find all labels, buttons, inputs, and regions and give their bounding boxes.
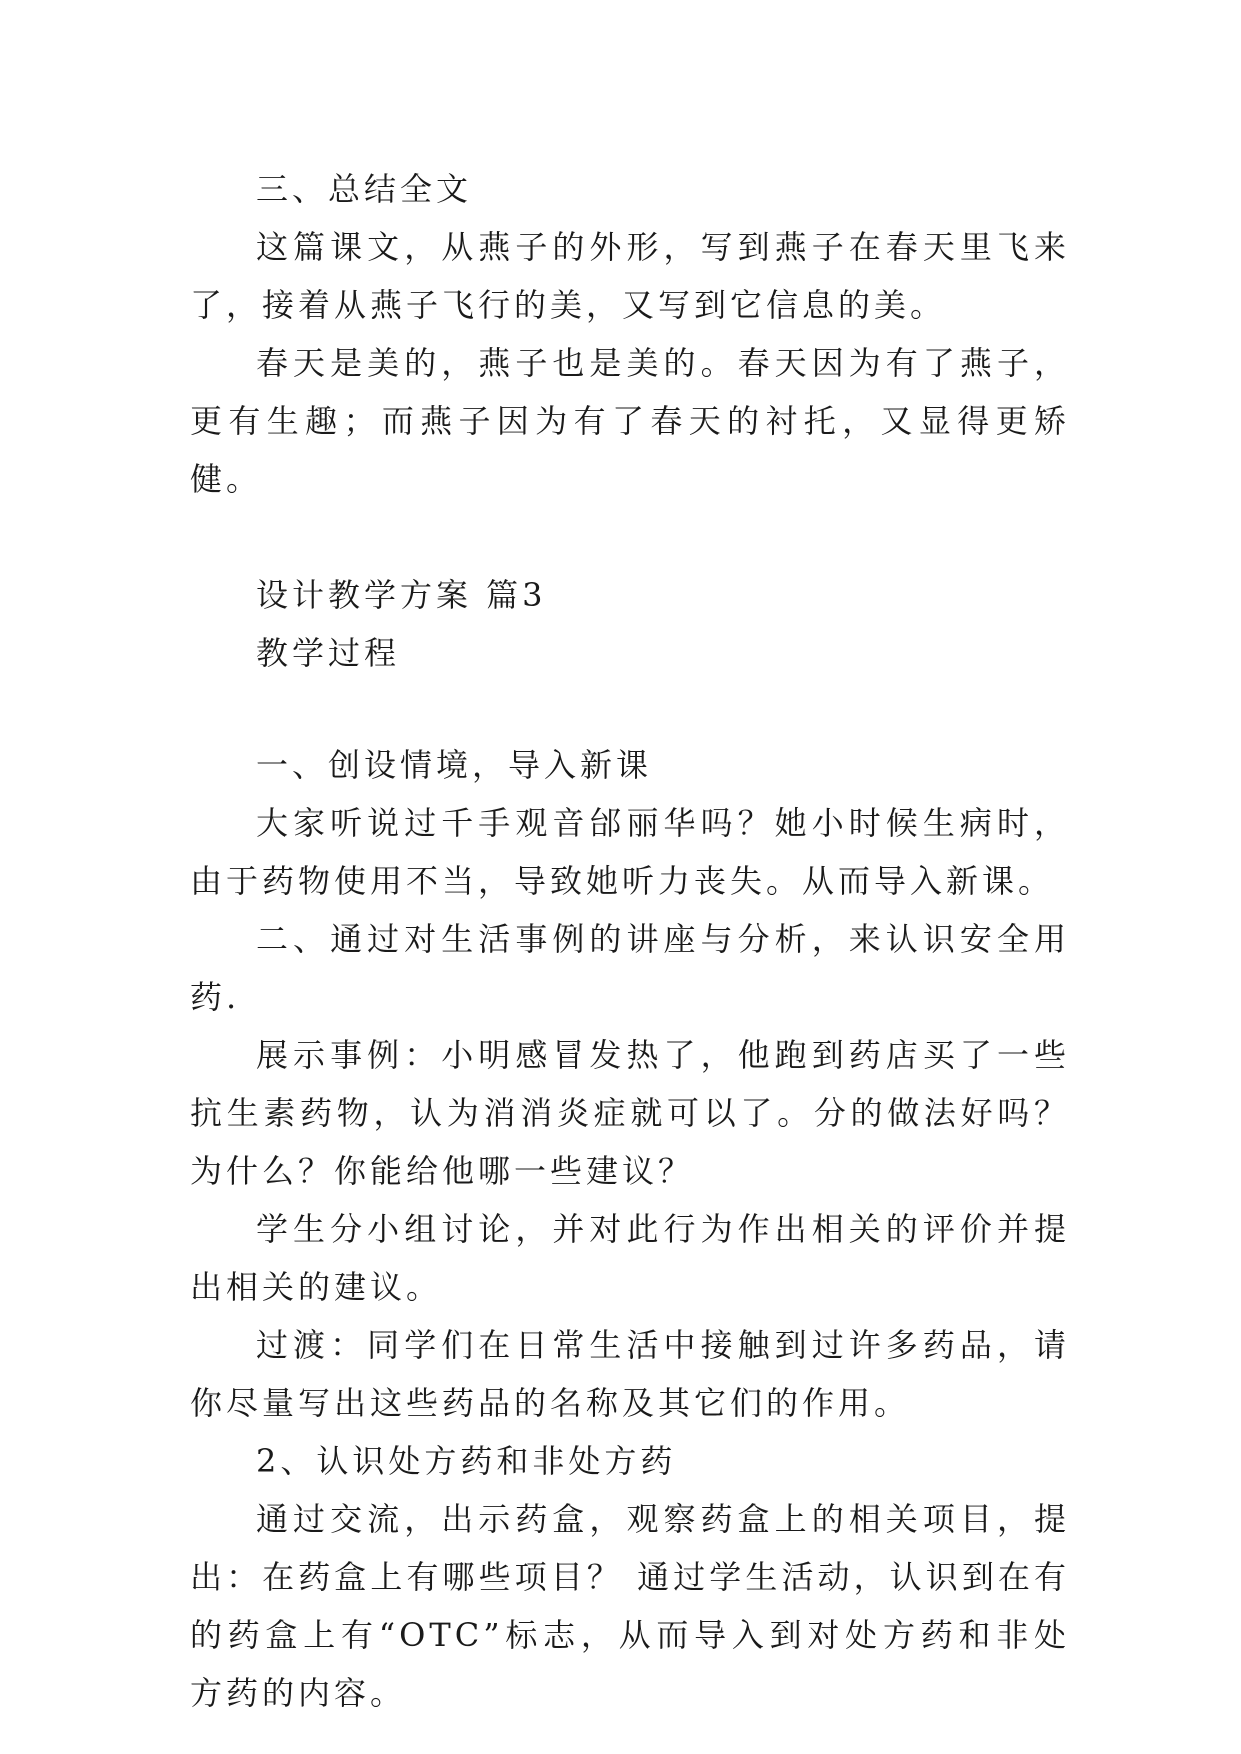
section-heading-summary: 三、总结全文 bbox=[256, 170, 473, 208]
section-heading-analysis: 二、通过对生活事例的讲座与分析，来认识安全用药. bbox=[190, 920, 1070, 1016]
paragraph: 大家听说过千手观音邰丽华吗？她小时候生病时，由于药物使用不当，导致她听力丧失。从而导入新课。 bbox=[190, 804, 1070, 900]
paragraph: 这篇课文，从燕子的外形，写到燕子在春天里飞来了，接着从燕子飞行的美，又写到它信息的美。 bbox=[190, 228, 1070, 324]
section-heading-intro: 一、创设情境，导入新课 bbox=[256, 746, 653, 784]
document-title: 设计教学方案 篇3 bbox=[256, 576, 547, 614]
document-body bbox=[190, 160, 1070, 1722]
paragraph: 展示事例：小明感冒发热了，他跑到药店买了一些抗生素药物，认为消消炎症就可以了。分的做法好吗？为什么？你能给他哪一些建议？ bbox=[190, 1036, 1070, 1190]
paragraph: 通过交流，出示药盒，观察药盒上的相关项目，提出：在药盒上有哪些项目？ 通过学生活动，认识到在有的药盒上有“OTC”标志，从而导入到对处方药和非处方药的内容。 bbox=[190, 1500, 1070, 1712]
spacer bbox=[190, 508, 1070, 566]
document-subtitle: 教学过程 bbox=[256, 634, 401, 672]
section-heading-prescription: 2、认识处方药和非处方药 bbox=[256, 1442, 677, 1480]
paragraph: 过渡：同学们在日常生活中接触到过许多药品，请你尽量写出这些药品的名称及其它们的作用。 bbox=[190, 1326, 1070, 1422]
paragraph: 学生分小组讨论，并对此行为作出相关的评价并提出相关的建议。 bbox=[190, 1210, 1070, 1306]
paragraph: 春天是美的，燕子也是美的。春天因为有了燕子，更有生趣；而燕子因为有了春天的衬托，又显得更矫健。 bbox=[190, 344, 1070, 498]
spacer bbox=[190, 682, 1070, 736]
